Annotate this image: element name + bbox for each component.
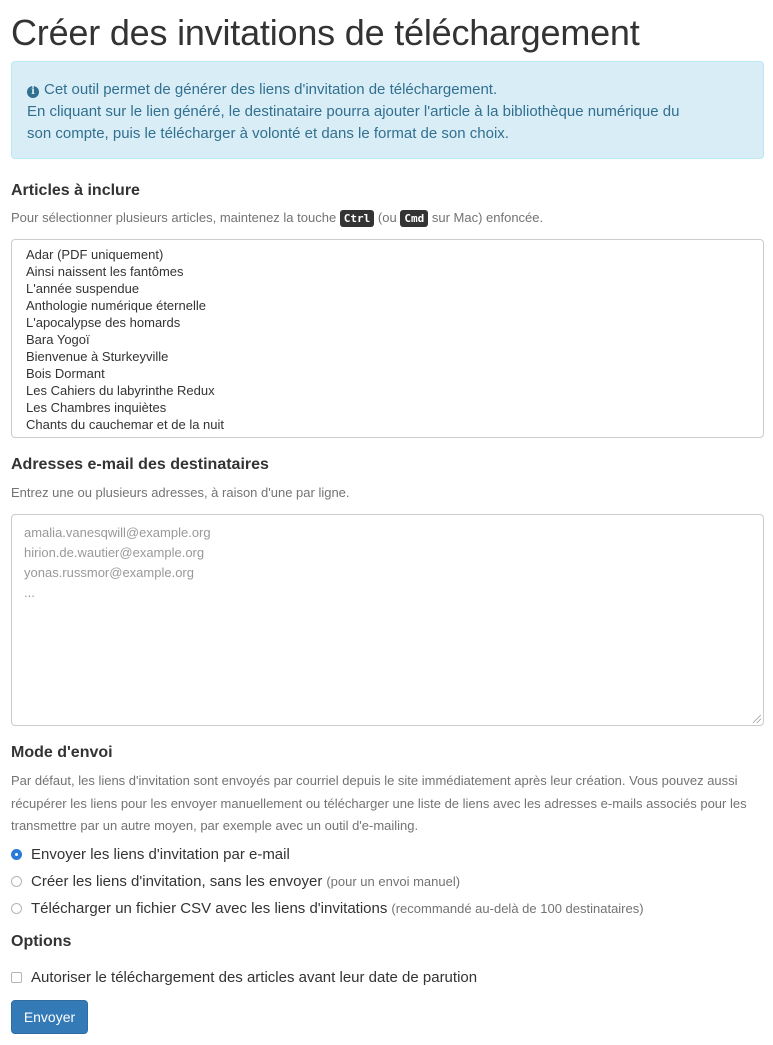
mode-description: Par défaut, les liens d'invitation sont envoyés par courriel depuis le site immédiatement après leur création. Vous pouvez aussi récupérer les liens pour les envoyer manuellement ou télécharger une liste de liens avec les adresses e-mails associés pour les transmettre par un autre moyen, par exemple avec un outil d'e-mailing. — [11, 773, 747, 833]
emails-title: Adresses e-mail des destinataires — [11, 456, 269, 473]
info-circle-icon: i — [27, 86, 39, 98]
radio-label: Télécharger un fichier CSV avec les liens d'invitations — [31, 900, 388, 917]
articles-help-prefix: Pour sélectionner plusieurs articles, maintenez la touche — [11, 210, 337, 225]
ctrl-key: Ctrl — [340, 210, 375, 227]
early-download-option[interactable] — [11, 969, 477, 986]
radio-note: (recommandé au-delà de 100 destinataires) — [391, 901, 644, 916]
article-option[interactable]: Bara Yogoï — [26, 332, 90, 347]
articles-multiselect[interactable] — [11, 239, 764, 438]
emails-textarea[interactable] — [11, 514, 764, 726]
article-option[interactable]: Chants du cauchemar et de la nuit — [26, 417, 225, 432]
info-line-2: En cliquant sur le lien généré, le destinataire pourra ajouter l'article à la bibliothèque numérique du — [27, 103, 680, 120]
radio-download-csv[interactable] — [11, 900, 644, 917]
radio-create-only[interactable] — [11, 873, 460, 890]
articles-help-mid: (ou — [377, 210, 397, 225]
radio-button[interactable] — [11, 849, 22, 860]
cmd-key: Cmd — [400, 210, 428, 227]
radio-button[interactable] — [11, 903, 22, 914]
article-option[interactable]: Les Chambres inquiètes — [26, 400, 167, 415]
articles-title: Articles à inclure — [11, 182, 140, 199]
checkbox-label: Autoriser le téléchargement des articles avant leur date de parution — [31, 969, 478, 986]
radio-note: (pour un envoi manuel) — [326, 874, 461, 889]
article-option[interactable]: Ainsi naissent les fantômes — [26, 264, 184, 279]
info-text-1: Cet outil permet de générer des liens d'invitation de téléchargement. — [44, 81, 498, 98]
article-option[interactable]: Adar (PDF uniquement) — [26, 247, 164, 262]
mode-title: Mode d'envoi — [11, 744, 113, 761]
radio-button[interactable] — [11, 876, 22, 887]
article-option[interactable]: Anthologie numérique éternelle — [26, 298, 206, 313]
options-title: Options — [11, 933, 72, 950]
email-placeholder-line: yonas.russmor@example.org — [24, 565, 194, 580]
email-placeholder-line: hirion.de.wautier@example.org — [24, 545, 205, 560]
info-alert — [11, 61, 764, 159]
email-placeholder-line: amalia.vanesqwill@example.org — [24, 525, 211, 540]
article-option[interactable]: Les Cahiers du labyrinthe Redux — [26, 383, 215, 398]
info-line-3: son compte, puis le télécharger à volonté et dans le format de son choix. — [27, 125, 509, 142]
article-option[interactable]: Bienvenue à Sturkeyville — [26, 349, 169, 364]
submit-button[interactable]: Envoyer — [11, 1000, 88, 1034]
articles-help — [11, 210, 543, 227]
article-option[interactable]: L'apocalypse des homards — [26, 315, 181, 330]
article-option[interactable]: L'année suspendue — [26, 281, 140, 296]
radio-label: Envoyer les liens d'invitation par e-mail — [31, 846, 290, 863]
radio-label: Créer les liens d'invitation, sans les envoyer — [31, 873, 323, 890]
info-line-1 — [27, 79, 748, 101]
early-download-checkbox[interactable] — [11, 972, 22, 983]
radio-send-email[interactable] — [11, 846, 290, 863]
email-placeholder-line: ... — [24, 585, 35, 600]
resize-handle-icon[interactable] — [753, 715, 761, 723]
article-option[interactable]: Bois Dormant — [26, 366, 105, 381]
emails-help: Entrez une ou plusieurs adresses, à raison d'une par ligne. — [11, 485, 350, 500]
articles-help-suffix: sur Mac) enfoncée. — [431, 210, 544, 225]
page-title: Créer des invitations de téléchargement — [11, 12, 640, 53]
